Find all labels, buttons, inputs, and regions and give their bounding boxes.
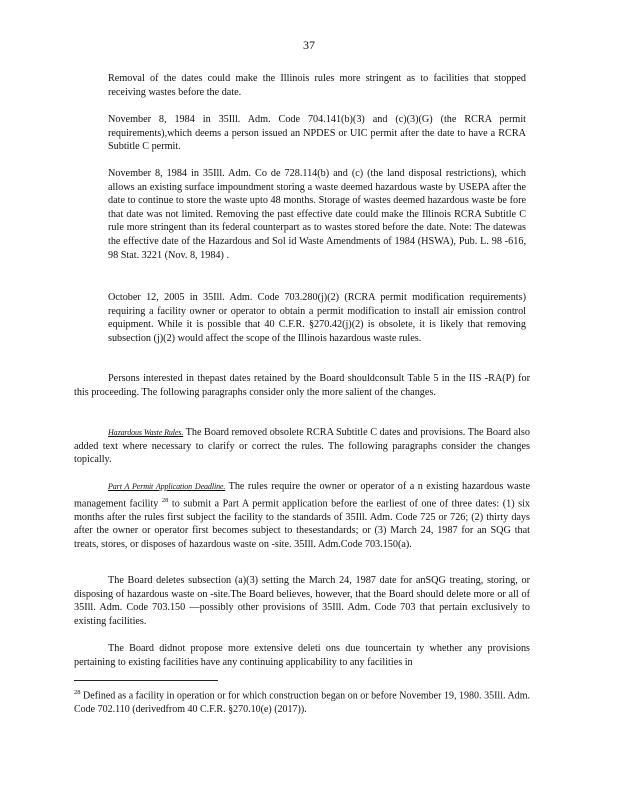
footnote-divider	[74, 680, 218, 681]
part-a-paragraph	[74, 480, 530, 551]
page-number: 37	[303, 38, 315, 52]
body-paragraph	[74, 372, 530, 399]
propose-text: The Board didnot propose more extensive deleti ons due touncertain ty whether any provisions pertaining to existing facilities have any continuing applicability to any facilities in	[74, 643, 530, 668]
deletes-text: The Board deletes subsection (a)(3) setting the March 24, 1987 date for anSQG treating, storing, or disposing of hazardous waste on -site.The Board believes, however, that the Board should delete more or all of 35Ill. Adm. Code 703.150 —possibly other provisions of 35Ill. Adm. Code 703 that pertain exclusively to existing facilities.	[74, 575, 530, 627]
body-paragraph: November 8, 1984 in 35Ill. Adm. Code 704.141(b)(3) and (c)(3)(G) (the RCRA permit requirements),which deems a person issued an NPDES or UIC permit after the date to have a RCRA Subtitle C permit.	[108, 114, 526, 153]
footnote-marker: 28	[74, 689, 81, 696]
section-body: The Board removed obsolete RCRA Subtitle C dates and provisions. The Board also added text where necessary to clarify or correct the rules. The following paragraphs consider the changes topically.	[74, 427, 530, 466]
body-paragraph: October 12, 2005 in 35Ill. Adm. Code 703.280(j)(2) (RCRA permit modification requirements) requiring a facility owner or operator to obtain a permit modification to install air emission control equipment. While it is possible that 40 C.F.R. §270.42(j)(2) is obsolete, it is likely that removing subsection (j)(2) would affect the scope of the Illinois hazardous waste rules.	[108, 292, 526, 344]
persons-text: Persons interested in thepast dates retained by the Board shouldconsult Table 5 in the IIS -RA(P) for this proceeding. The following paragraphs consider only the more salient of the changes.	[74, 373, 530, 398]
body-paragraph	[74, 574, 530, 628]
body-paragraph: November 8, 1984 in 35Ill. Adm. Co de 728.114(b) and (c) (the land disposal restrictions), which allows an existing surface impoundment storing a waste deemed hazardous waste by USEPA after the date to continue to store the waste upto 48 months. Storage of wastes deemed hazardous waste be fore that date was not limited. Removing the past effective date could make the Illinois RCRA Subtitle C rule more stringent than its federal counterpart as to wastes stored before the date. Note: The datewas the effective date of the Hazardous and Sol id Waste Amendments of 1984 (HSWA), Pub. L. 98 -616, 98 Stat. 3221 (Nov. 8, 1984) .	[108, 168, 526, 261]
footnote-reference: 28	[161, 496, 169, 504]
section-heading: Part A Permit Application Deadline.	[108, 482, 226, 491]
footnote-text: Defined as a facility in operation or for which construction began on or before November 19, 1980. 35Ill. Adm. Code 702.110 (derivedfrom 40 C.F.R. §270.10(e) (2017)).	[74, 690, 530, 715]
footnote	[74, 686, 530, 716]
section-body: to submit a Part A permit application before the earliest of one of three dates: (1) six months after the rules first subject the facility to the standards of 35Ill. Adm. Code 725 or 726; (2) thirty days after the owner or operator first becomes subject to thesestandards; or (3) March 24, 1987 for an SQG that treats, stores, or disposes of hazardous waste on -site. 35Ill. Adm.Code 703.150(a).	[74, 497, 530, 550]
body-paragraph	[74, 642, 530, 669]
section-body: The rules require the owner or operator of a n existing hazardous waste management facility	[74, 481, 530, 509]
section-heading: Hazardous Waste Rules.	[108, 428, 184, 437]
body-paragraph: Removal of the dates could make the Illinois rules more stringent as to facilities that stopped receiving wastes before the date.	[108, 73, 526, 98]
hazardous-waste-paragraph	[74, 426, 530, 467]
